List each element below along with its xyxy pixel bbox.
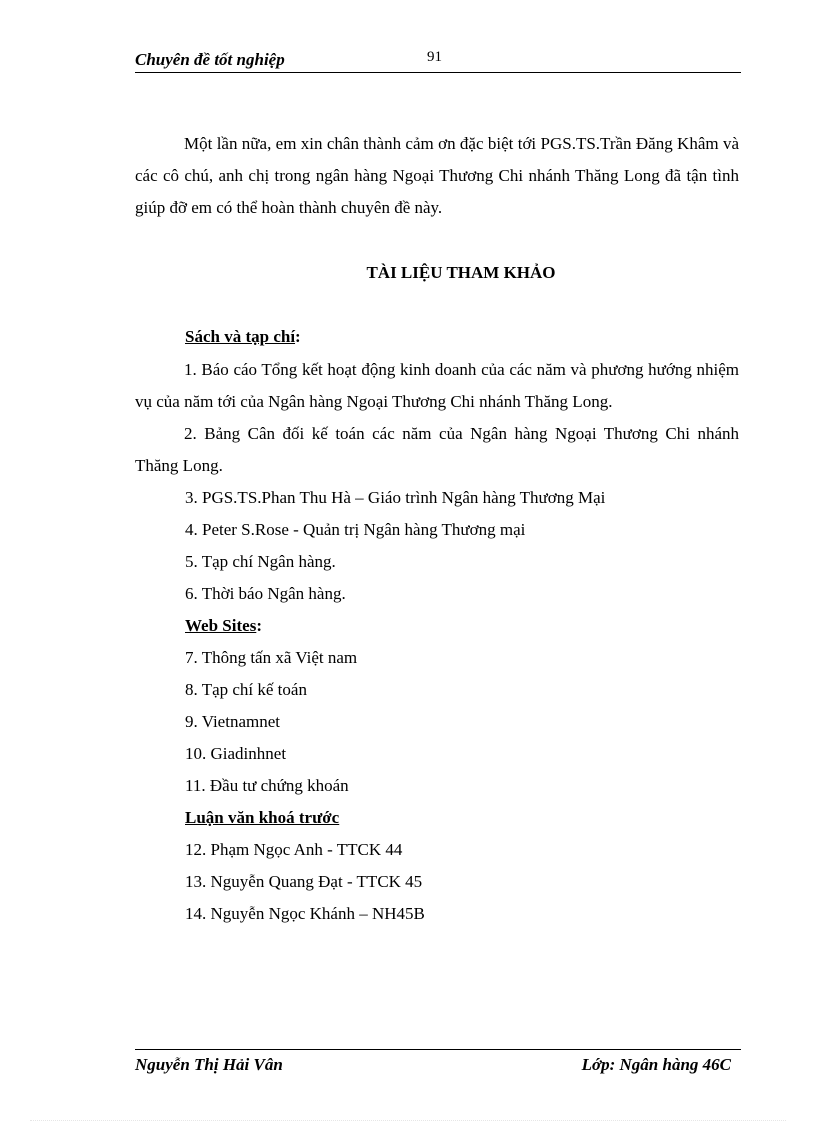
- page-header: [135, 48, 741, 73]
- section-title-theses-text: Luận văn khoá trước: [185, 808, 340, 827]
- reference-item-7: 7. Thông tấn xã Việt nam: [185, 648, 358, 667]
- reference-item-12: 12. Phạm Ngọc Anh - TTCK 44: [185, 840, 403, 859]
- reference-item-4: 4. Peter S.Rose - Quản trị Ngân hàng Thương mại: [185, 520, 526, 539]
- intro-paragraph: Một lần nữa, em xin chân thành cảm ơn đặc biệt tới PGS.TS.Trần Đăng Khâm và các cô chú, anh chị trong ngân hàng Ngoại Thương Chi nhánh Thăng Long đã tận tình giúp đỡ em có thể hoàn thành chuyên đề này.: [135, 134, 739, 217]
- reference-item-1: 1. Báo cáo Tổng kết hoạt động kinh doanh của các năm và phương hướng nhiệm vụ của năm tới của Ngân hàng Ngoại Thương Chi nhánh Thăng Long.: [135, 360, 739, 411]
- page-footer: [135, 1049, 741, 1078]
- reference-item-11: 11. Đầu tư chứng khoán: [185, 776, 349, 795]
- page-edge-divider: [30, 1120, 786, 1121]
- section-title-websites-text: Web Sites: [185, 616, 257, 635]
- section-title-books: [185, 327, 301, 347]
- reference-item-8: 8. Tạp chí kế toán: [185, 680, 307, 699]
- section-title-books-text: Sách và tạp chí: [185, 327, 296, 346]
- section-title-websites-colon: :: [256, 616, 262, 635]
- section-title-websites: [185, 616, 262, 636]
- header-title: Chuyên đề tốt nghiệp: [135, 50, 285, 69]
- reference-item-2: 2. Bảng Cân đối kế toán các năm của Ngân hàng Ngoại Thương Chi nhánh Thăng Long.: [135, 424, 739, 475]
- reference-item-10: 10. Giadinhnet: [185, 744, 287, 763]
- reference-item-13: 13. Nguyễn Quang Đạt - TTCK 45: [185, 872, 423, 891]
- reference-item-6: 6. Thời báo Ngân hàng.: [185, 584, 346, 603]
- reference-item-14: 14. Nguyễn Ngọc Khánh – NH45B: [185, 904, 425, 923]
- reference-item-3: 3. PGS.TS.Phan Thu Hà – Giáo trình Ngân hàng Thương Mại: [185, 488, 606, 507]
- footer-author: Nguyễn Thị Hải Vân: [135, 1055, 283, 1074]
- references-heading: TÀI LIỆU THAM KHẢO: [366, 263, 556, 282]
- section-title-theses: [185, 808, 339, 828]
- page-number: 91: [427, 49, 442, 65]
- section-title-books-colon: :: [295, 327, 301, 346]
- footer-class: Lớp: Ngân hàng 46C: [581, 1055, 731, 1074]
- reference-item-9: 9. Vietnamnet: [185, 712, 280, 731]
- reference-item-5: 5. Tạp chí Ngân hàng.: [185, 552, 336, 571]
